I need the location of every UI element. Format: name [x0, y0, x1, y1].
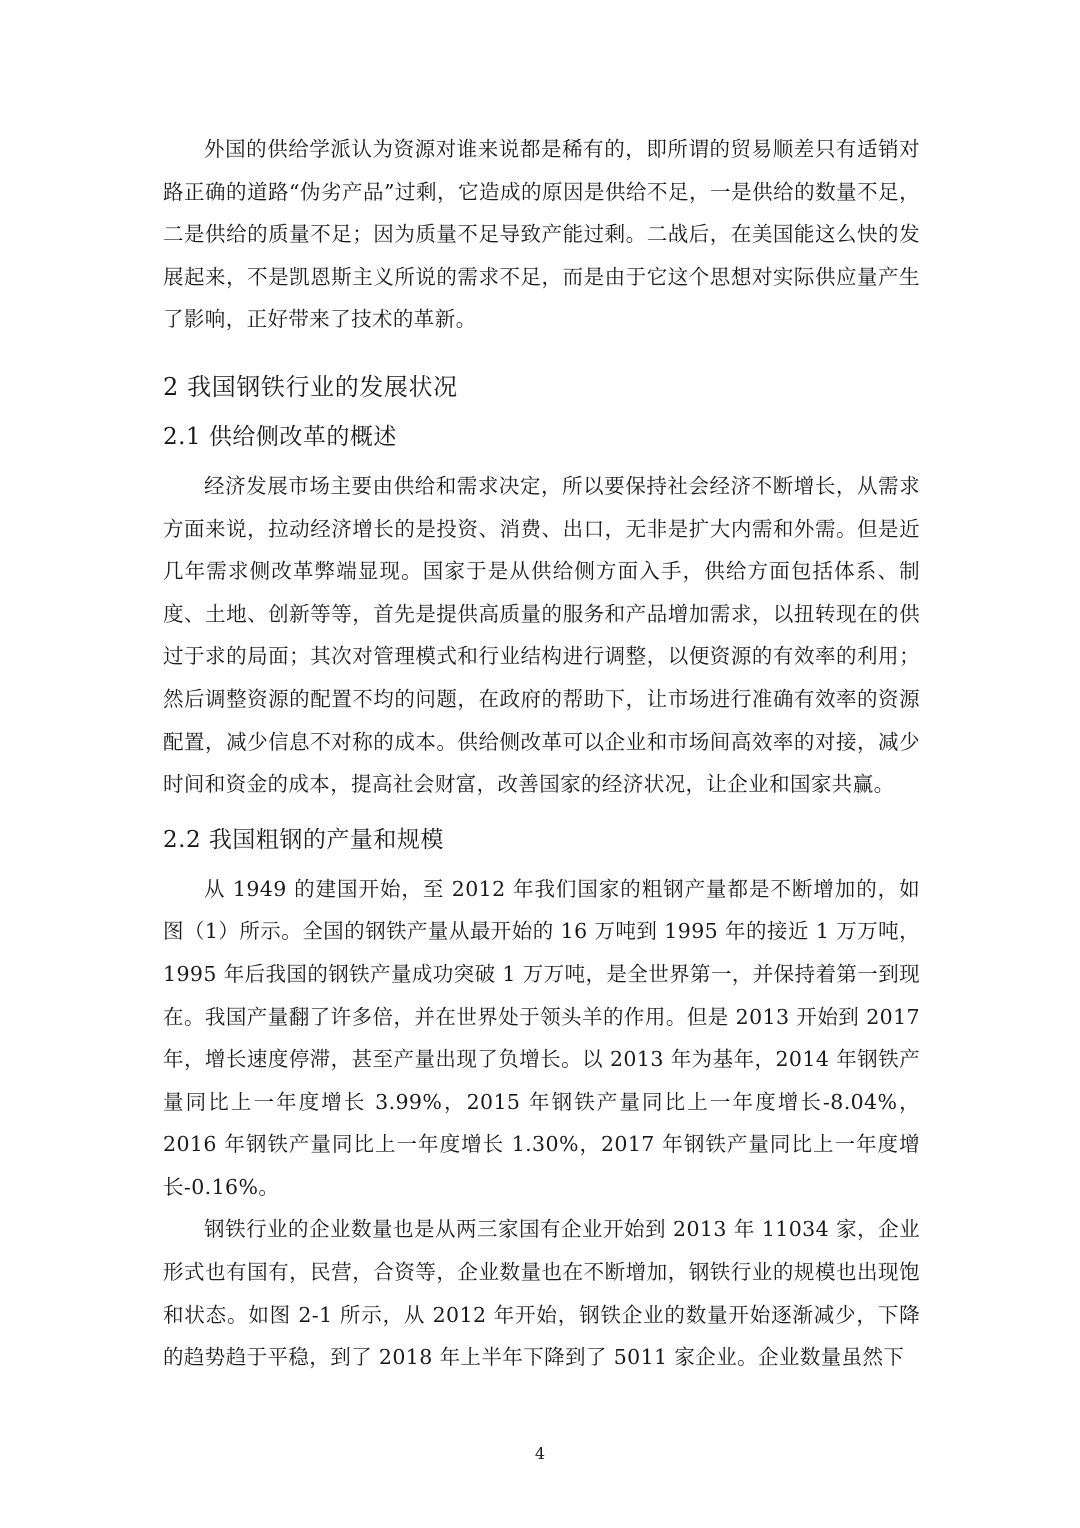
section-2-heading: 2 我国钢铁行业的发展状况: [163, 372, 458, 401]
section-2-1-heading: 2.1 供给侧改革的概述: [163, 423, 397, 450]
page-body: [163, 128, 920, 1379]
section-2-2-paragraph-2: 钢铁行业的企业数量也是从两三家国有企业开始到 2013 年 11034 家，企业形式也有国有，民营，合资等，企业数量也在不断增加，钢铁行业的规模也出现饱和状态。如图 2-1 所示，从 2012 年开始，钢铁企业的数量开始逐渐减少，下降的趋势趋于平稳，到了 2018 年上半年下降到了 5011 家企业。企业数量虽然下: [163, 1217, 920, 1370]
section-2-1-paragraph: 经济发展市场主要由供给和需求决定，所以要保持社会经济不断增长，从需求方面来说，拉动经济增长的是投资、消费、出口，无非是扩大内需和外需。但是近几年需求侧改革弊端显现。国家于是从供给侧方面入手，供给方面包括体系、制度、土地、创新等等，首先是提供高质量的服务和产品增加需求，以扭转现在的供过于求的局面；其次对管理模式和行业结构进行调整，以便资源的有效率的利用；然后调整资源的配置不均的问题，在政府的帮助下，让市场进行准确有效率的资源配置，减少信息不对称的成本。供给侧改革可以企业和市场间高效率的对接，减少时间和资金的成本，提高社会财富，改善国家的经济状况，让企业和国家共赢。: [163, 473, 920, 797]
section-2-2-heading: 2.2 我国粗钢的产量和规模: [163, 826, 444, 853]
section-2-2-paragraph-1: 从 1949 的建国开始，至 2012 年我们国家的粗钢产量都是不断增加的，如图（1）所示。全国的钢铁产量从最开始的 16 万吨到 1995 年的接近 1 万万吨，1995 年后我国的钢铁产量成功突破 1 万万吨，是全世界第一，并保持着第一到现在。我国产量翻了许多倍，并在世界处于领头羊的作用。但是 2013 开始到 2017 年，增长速度停滞，甚至产量出现了负增长。以 2013 年为基年，2014 年钢铁产量同比上一年度增长 3.99%，2015 年钢铁产量同比上一年度增长-8.04%，2016 年钢铁产量同比上一年度增长 1.30%，2017 年钢铁产量同比上一年度增长-0.16%。: [163, 876, 920, 1199]
page-number: 4: [534, 1444, 546, 1463]
intro-paragraph: 外国的供给学派认为资源对谁来说都是稀有的，即所谓的贸易顺差只有适销对路正确的道路“伪劣产品”过剩，它造成的原因是供给不足，一是供给的数量不足，二是供给的质量不足；因为质量不足导致产能过剩。二战后，在美国能这么快的发展起来，不是凯恩斯主义所说的需求不足，而是由于它这个思想对实际供应量产生了影响，正好带来了技术的革新。: [163, 137, 920, 332]
